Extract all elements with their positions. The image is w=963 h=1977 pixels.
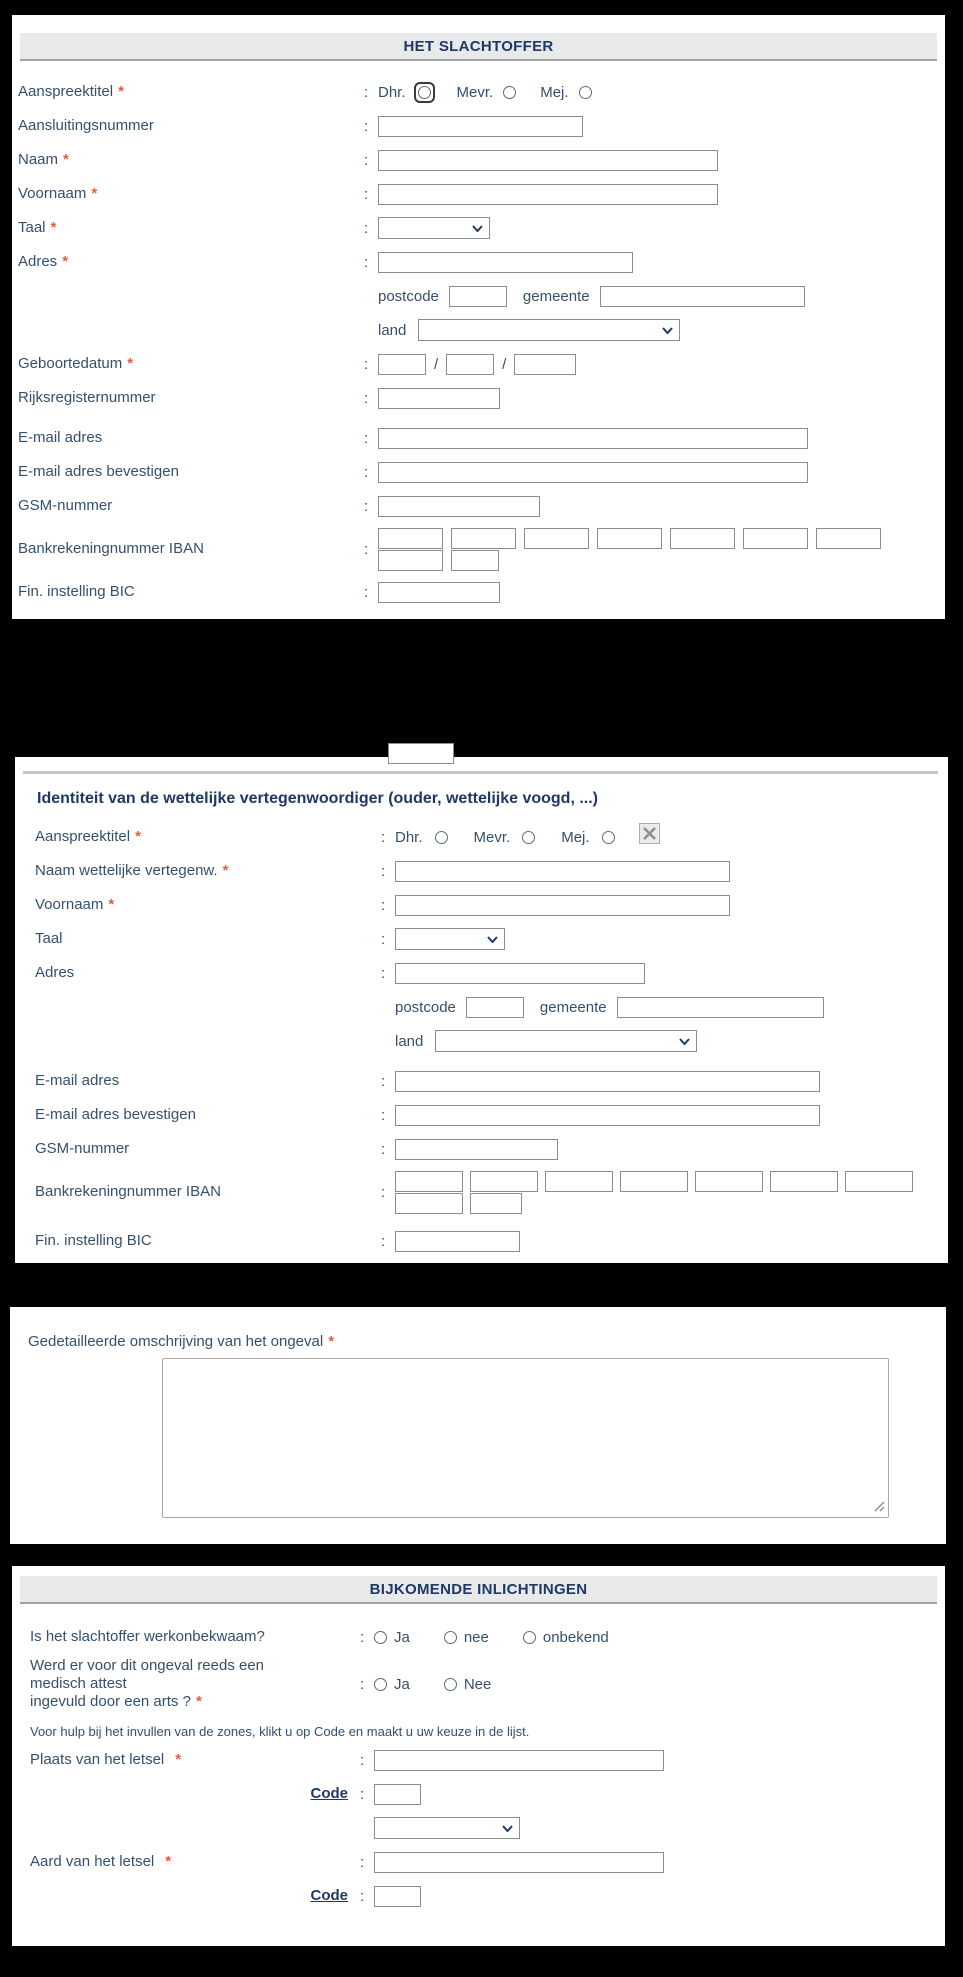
rep-iban-label: Bankrekeningnummer IBAN (35, 1183, 221, 1200)
required-marker: * (222, 862, 229, 879)
victim-birthdate-label: Geboortedatum (18, 355, 123, 372)
representative-section-title: Identiteit van de wettelijke vertegenwoordiger (ouder, wettelijke voogd, ...) (37, 790, 598, 807)
victim-birth-month-input[interactable] (446, 354, 494, 375)
victim-bic-input[interactable] (378, 582, 500, 603)
colon: : (381, 1072, 386, 1090)
rep-street-input[interactable] (395, 963, 645, 984)
colon: : (364, 185, 369, 203)
victim-iban-box-5[interactable] (670, 528, 735, 549)
victim-gsm-label: GSM-nummer (18, 497, 113, 514)
rep-salutation-row (15, 820, 948, 854)
required-marker: * (195, 1693, 202, 1710)
colon: : (360, 1628, 365, 1646)
victim-membership-row (12, 109, 945, 143)
certificate-row (12, 1654, 945, 1714)
colon: : (364, 117, 369, 135)
rep-iban-box-8[interactable] (395, 1193, 463, 1214)
victim-salutation-dhr-radio[interactable] (418, 86, 431, 99)
victim-language-row (12, 211, 945, 245)
rep-iban-row (15, 1166, 948, 1218)
certificate-nee-radio[interactable] (444, 1678, 457, 1691)
required-marker: * (50, 219, 57, 236)
victim-name-label: Naam (18, 151, 59, 168)
rep-firstname-label: Voornaam (35, 896, 104, 913)
rep-country-label: land (395, 1032, 424, 1050)
victim-salutation-mej-radio[interactable] (579, 86, 592, 99)
victim-iban-box-2[interactable] (451, 528, 516, 549)
certificate-label-line1: Werd er voor dit ongeval reeds een (30, 1657, 265, 1674)
required-marker: * (127, 355, 134, 372)
colon: : (381, 828, 386, 846)
victim-name-input[interactable] (378, 150, 718, 171)
victim-salutation-mej-label: Mej. (540, 83, 569, 101)
injury-location-code-input[interactable] (374, 1784, 421, 1805)
colon: : (381, 964, 386, 982)
incapacity-ja-radio[interactable] (374, 1631, 387, 1644)
certificate-nee-label: Nee (463, 1675, 492, 1693)
incapacity-row (12, 1620, 945, 1654)
victim-iban-box-6[interactable] (743, 528, 808, 549)
victim-salutation-mevr-radio[interactable] (503, 86, 516, 99)
victim-country-label: land (378, 321, 407, 339)
injury-location-row (12, 1743, 945, 1777)
rep-postcode-row (15, 990, 948, 1024)
victim-address-label: Adres (18, 253, 58, 270)
victim-email-confirm-input[interactable] (378, 462, 808, 483)
rep-iban-box-1[interactable] (395, 1171, 463, 1192)
representative-section-wrap (0, 757, 963, 1263)
date-separator: / (502, 355, 507, 373)
colon: : (364, 583, 369, 601)
rep-gsm-input[interactable] (395, 1139, 558, 1160)
required-marker: * (118, 83, 124, 100)
rep-firstname-row (15, 888, 948, 922)
injury-nature-row (12, 1845, 945, 1879)
victim-email-confirm-row (12, 455, 945, 489)
victim-email-confirm-label: E-mail adres bevestigen (18, 463, 179, 480)
victim-salutation-mevr-label: Mevr. (456, 83, 494, 101)
rep-name-input[interactable] (395, 861, 730, 882)
rep-language-label: Taal (35, 930, 63, 947)
incapacity-nee-label: nee (463, 1628, 489, 1646)
representative-section (15, 757, 948, 1263)
additional-section (12, 1566, 945, 1946)
rep-country-select[interactable] (435, 1030, 697, 1052)
required-marker: * (328, 1333, 335, 1350)
victim-postcode-row (12, 279, 945, 313)
victim-bic-label: Fin. instelling BIC (18, 583, 135, 600)
victim-rrn-row (12, 381, 945, 415)
rep-iban-box-7[interactable] (845, 1171, 913, 1192)
victim-iban-box-1[interactable] (378, 528, 443, 549)
rep-salutation-label: Aanspreektitel (35, 828, 131, 845)
victim-rrn-input[interactable] (378, 388, 500, 409)
additional-section-header (20, 1576, 937, 1604)
victim-email-label: E-mail adres (18, 429, 103, 446)
chevron-down-icon (502, 1825, 513, 1832)
victim-iban-box-8[interactable] (378, 550, 443, 571)
colon: : (360, 1675, 365, 1693)
rep-iban-box-4[interactable] (620, 1171, 688, 1192)
colon: : (381, 1183, 386, 1201)
victim-iban-box-4[interactable] (597, 528, 662, 549)
required-marker: * (165, 1853, 172, 1870)
rep-firstname-input[interactable] (395, 895, 730, 916)
victim-section-header (20, 33, 937, 61)
victim-gsm-row (12, 489, 945, 523)
rep-bic-label: Fin. instelling BIC (35, 1232, 152, 1249)
rep-email-label: E-mail adres (35, 1072, 120, 1089)
victim-iban-box-3[interactable] (524, 528, 589, 549)
victim-firstname-row (12, 177, 945, 211)
certificate-ja-radio[interactable] (374, 1678, 387, 1691)
colon: : (364, 429, 369, 447)
colon: : (381, 1106, 386, 1124)
code-help-text: Voor hulp bij het invullen van de zones, klikt u op Code en maakt u uw keuze in de lijst. (30, 1724, 530, 1739)
rep-email-row (15, 1064, 948, 1098)
colon: : (364, 463, 369, 481)
victim-country-row (12, 313, 945, 347)
date-separator: / (434, 355, 439, 373)
injury-nature-code-row (12, 1879, 945, 1913)
rep-postcode-label: postcode (395, 998, 456, 1016)
rep-gsm-label: GSM-nummer (35, 1140, 130, 1157)
rep-salutation-dhr-label: Dhr. (395, 828, 423, 846)
victim-firstname-input[interactable] (378, 184, 718, 205)
rep-name-label: Naam wettelijke vertegenw. (35, 862, 218, 879)
victim-birth-day-input[interactable] (378, 354, 426, 375)
injury-nature-code-input[interactable] (374, 1886, 421, 1907)
colon: : (381, 896, 386, 914)
injury-location-code-link[interactable]: Code (310, 1785, 348, 1802)
chevron-down-icon (679, 1038, 690, 1045)
victim-salutation-row (12, 75, 945, 109)
rep-salutation-mevr-label: Mevr. (473, 828, 511, 846)
rep-iban-box-2[interactable] (470, 1171, 538, 1192)
victim-iban-label: Bankrekeningnummer IBAN (18, 540, 204, 557)
incapacity-onbekend-radio[interactable] (523, 1631, 536, 1644)
victim-section (12, 15, 945, 619)
certificate-ja-label: Ja (394, 1675, 410, 1693)
victim-section-title: HET SLACHTOFFER (403, 37, 554, 55)
description-textarea[interactable] (162, 1358, 889, 1518)
injury-location-select-row (12, 1811, 945, 1845)
chevron-down-icon (662, 327, 673, 334)
rep-address-row (15, 956, 948, 990)
required-marker: * (135, 828, 141, 845)
rep-municipality-label: gemeente (539, 998, 607, 1016)
rep-bic-row (15, 1224, 948, 1258)
rep-gsm-row (15, 1132, 948, 1166)
required-marker: * (175, 1751, 182, 1768)
victim-gsm-input[interactable] (378, 496, 540, 517)
victim-street-input[interactable] (378, 252, 633, 273)
rep-iban-box-3[interactable] (545, 1171, 613, 1192)
colon: : (381, 1140, 386, 1158)
victim-name-row (12, 143, 945, 177)
colon: : (360, 1887, 365, 1905)
victim-birth-year-input[interactable] (514, 354, 576, 375)
rep-iban-box-9[interactable] (470, 1193, 522, 1214)
colon: : (381, 1232, 386, 1250)
victim-email-row (12, 421, 945, 455)
victim-municipality-label: gemeente (522, 287, 590, 305)
colon: : (360, 1751, 365, 1769)
injury-nature-input[interactable] (374, 1852, 664, 1873)
colon: : (364, 389, 369, 407)
victim-language-select[interactable] (378, 217, 490, 239)
rep-country-row (15, 1024, 948, 1058)
rep-iban-box-5[interactable] (695, 1171, 763, 1192)
rep-email-confirm-row (15, 1098, 948, 1132)
chevron-down-icon (487, 936, 498, 943)
victim-rrn-label: Rijksregisternummer (18, 389, 156, 406)
additional-section-title: BIJKOMENDE INLICHTINGEN (369, 1580, 588, 1598)
rep-salutation-dhr-radio[interactable] (435, 831, 448, 844)
victim-membership-label: Aansluitingsnummer (18, 117, 154, 134)
victim-municipality-input[interactable] (600, 286, 805, 307)
rep-salutation-mej-radio[interactable] (602, 831, 615, 844)
victim-membership-input[interactable] (378, 116, 583, 137)
rep-address-label: Adres (35, 964, 75, 981)
victim-iban-box-9[interactable] (451, 550, 499, 571)
description-label: Gedetailleerde omschrijving van het ongeval (28, 1333, 324, 1350)
incapacity-ja-label: Ja (394, 1628, 410, 1646)
rep-language-row (15, 922, 948, 956)
incapacity-nee-radio[interactable] (444, 1631, 457, 1644)
victim-postcode-input[interactable] (449, 286, 507, 307)
injury-location-code-row (12, 1777, 945, 1811)
colon: : (364, 540, 369, 558)
focus-ring (414, 82, 435, 103)
colon: : (364, 497, 369, 515)
victim-email-input[interactable] (378, 428, 808, 449)
incapacity-onbekend-label: onbekend (542, 1628, 609, 1646)
victim-language-label: Taal (18, 219, 46, 236)
colon: : (364, 83, 369, 101)
colon: : (381, 862, 386, 880)
rep-language-select[interactable] (395, 928, 505, 950)
rep-email-input[interactable] (395, 1071, 820, 1092)
injury-nature-label: Aard van het letsel (30, 1853, 155, 1870)
clipped-input-above[interactable] (388, 743, 454, 764)
victim-country-select[interactable] (418, 319, 680, 341)
section-divider (23, 771, 938, 774)
colon: : (364, 219, 369, 237)
broken-image-icon[interactable] (639, 823, 660, 844)
rep-iban-box-6[interactable] (770, 1171, 838, 1192)
chevron-down-icon (472, 225, 483, 232)
injury-location-input[interactable] (374, 1750, 664, 1771)
victim-postcode-label: postcode (378, 287, 439, 305)
colon: : (360, 1853, 365, 1871)
victim-salutation-label: Aanspreektitel (18, 83, 114, 100)
rep-salutation-mevr-radio[interactable] (522, 831, 535, 844)
victim-iban-row (12, 523, 945, 575)
certificate-label-line2: medisch attest (30, 1675, 127, 1692)
colon: : (364, 253, 369, 271)
colon: : (381, 930, 386, 948)
victim-birthdate-row (12, 347, 945, 381)
injury-location-select[interactable] (374, 1817, 520, 1839)
victim-salutation-dhr-label: Dhr. (378, 83, 406, 101)
colon: : (364, 355, 369, 373)
x-icon (642, 826, 657, 841)
victim-address-row (12, 245, 945, 279)
colon: : (364, 151, 369, 169)
description-section (10, 1307, 946, 1544)
rep-email-confirm-input[interactable] (395, 1105, 820, 1126)
victim-firstname-label: Voornaam (18, 185, 87, 202)
rep-postcode-input[interactable] (466, 997, 524, 1018)
rep-bic-input[interactable] (395, 1231, 520, 1252)
certificate-label-line3: ingevuld door een arts ? (30, 1693, 191, 1710)
rep-municipality-input[interactable] (617, 997, 824, 1018)
required-marker: * (91, 185, 98, 202)
rep-salutation-mej-label: Mej. (561, 828, 590, 846)
victim-bic-row (12, 575, 945, 609)
victim-iban-box-7[interactable] (816, 528, 881, 549)
rep-email-confirm-label: E-mail adres bevestigen (35, 1106, 196, 1123)
rep-name-row (15, 854, 948, 888)
incapacity-label: Is het slachtoffer werkonbekwaam? (30, 1628, 265, 1645)
required-marker: * (62, 253, 69, 270)
injury-location-label: Plaats van het letsel (30, 1751, 165, 1768)
colon: : (360, 1785, 365, 1803)
required-marker: * (108, 896, 115, 913)
required-marker: * (63, 151, 69, 168)
injury-nature-code-link[interactable]: Code (310, 1887, 348, 1904)
